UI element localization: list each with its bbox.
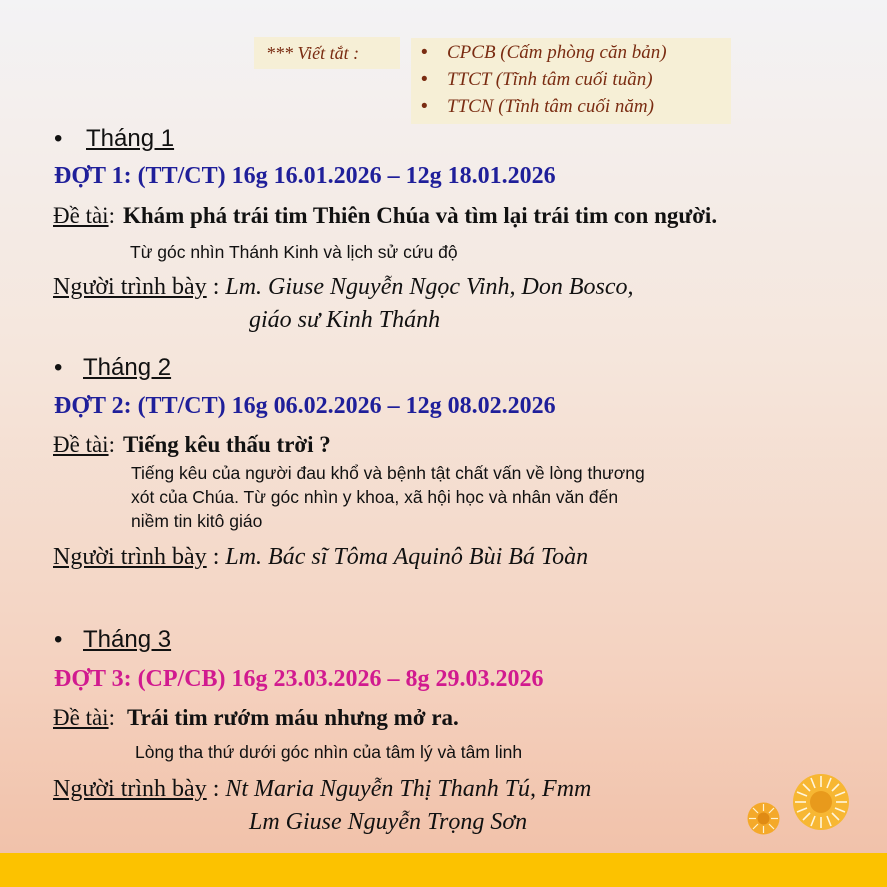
presenter-1-line2: giáo sư Kinh Thánh (249, 307, 441, 333)
abbreviation-list (411, 38, 731, 124)
abbreviation-item: • TTCN (Tĩnh tâm cuối năm) (421, 96, 654, 117)
abbreviation-item: • CPCB (Cấm phòng căn bản) (421, 42, 667, 63)
abbreviation-item: • TTCT (Tĩnh tâm cuối tuần) (421, 69, 653, 90)
topic-subtitle-1: Từ góc nhìn Thánh Kinh và lịch sử cứu độ (130, 242, 458, 262)
month-heading-2: • Tháng 2 (54, 354, 172, 381)
topic-1: Đề tài: Khám phá trái tim Thiên Chúa và tìm lại trái tim con người. (53, 203, 718, 228)
month-heading-1: • Tháng 1 (54, 125, 175, 152)
topic-subtitle-2: Tiếng kêu của người đau khổ và bệnh tật chất vấn về lòng thương xót của Chúa. Từ góc nhìn y khoa, xã hội học và nhân văn đến niềm tin kitô giáo (131, 463, 645, 531)
topic-3: Đề tài: Trái tim rướm máu nhưng mở ra. (53, 705, 459, 730)
presenter-3: Người trình bày : Nt Maria Nguyễn Thị Thanh Tú, Fmm (53, 776, 592, 802)
topic-2: Đề tài: Tiếng kêu thấu trời ? (53, 432, 331, 457)
session-title-3: ĐỢT 3: (CP/CB) 16g 23.03.2026 – 8g 29.03.2026 (54, 666, 544, 692)
month-heading-3: • Tháng 3 (54, 626, 172, 653)
topic-subtitle-3: Lòng tha thứ dưới góc nhìn của tâm lý và tâm linh (135, 742, 523, 762)
abbreviation-label: *** Viết tắt : (254, 37, 400, 69)
presenter-1: Người trình bày : Lm. Giuse Nguyễn Ngọc Vinh, Don Bosco, (53, 274, 634, 300)
session-title-1: ĐỢT 1: (TT/CT) 16g 16.01.2026 – 12g 18.01.2026 (54, 163, 556, 189)
presenter-3-line2: Lm Giuse Nguyễn Trọng Sơn (249, 809, 528, 835)
session-title-2: ĐỢT 2: (TT/CT) 16g 06.02.2026 – 12g 08.02.2026 (54, 393, 556, 419)
footer-band (0, 853, 887, 887)
presenter-2: Người trình bày : Lm. Bác sĩ Tôma Aquinô Bùi Bá Toàn (53, 544, 589, 570)
sun-logo-icon (747, 802, 780, 835)
sun-logo-icon (792, 773, 850, 831)
